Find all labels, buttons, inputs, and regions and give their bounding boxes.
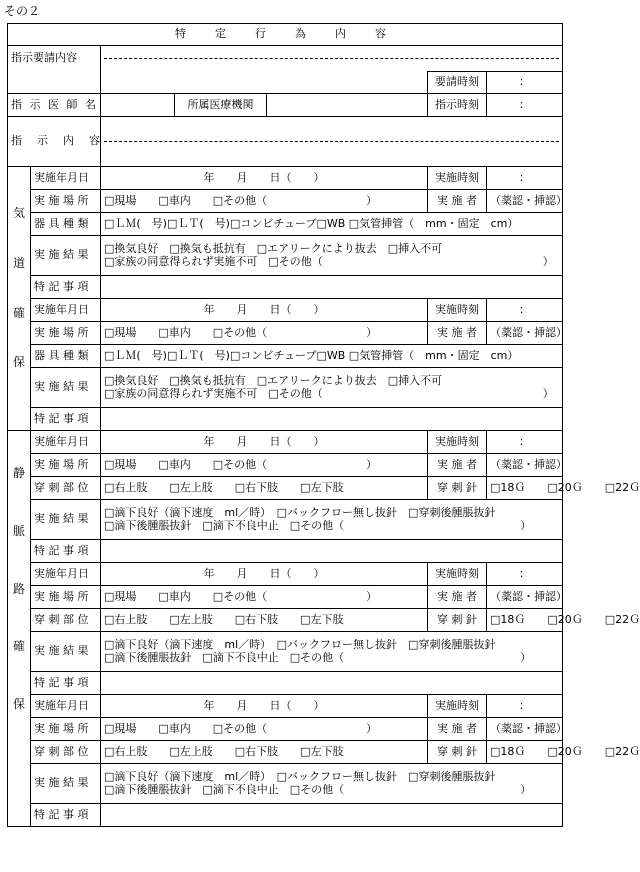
executor-label: 実 施 者 [428,322,487,345]
place-field[interactable]: □現場 □車内 □その他（ ） [101,322,428,345]
result-options-line2: □家族の同意得られず実施不可 □その他（ ） [104,254,554,268]
site-label: 穿 刺 部 位 [31,741,101,764]
date-label: 実施年月日 [31,563,101,586]
doctor-name-label: 指 示 医 師 名 [8,94,101,117]
site-label: 穿 刺 部 位 [31,477,101,500]
date-label: 実施年月日 [31,167,101,190]
needle-field[interactable]: □18Ｇ □20Ｇ □22Ｇ [487,609,563,632]
needle-label: 穿 刺 針 [428,477,487,500]
place-field[interactable]: □現場 □車内 □その他（ ） [101,454,428,477]
date-field[interactable]: 年 月 日（ ） [101,695,428,718]
instruction-request-field[interactable] [101,46,563,72]
result-options-line2: □滴下後腫脹抜針 □滴下不良中止 □その他（ ） [104,650,532,664]
site-field[interactable]: □右上肢 □左上肢 □右下肢 □左下肢 [101,741,428,764]
notes-label: 特 記 事 項 [31,408,101,431]
result-options-line1: □換気良好 □換気も抵抗有 □エアリークにより抜去 □挿入不可 [104,373,443,387]
specific-procedure-form [7,23,640,827]
iv-section-label: 静 脈 路 確 保 [8,431,31,827]
site-field[interactable]: □右上肢 □左上肢 □右下肢 □左下肢 [101,477,428,500]
instruction-request-label-cont [8,72,101,94]
airway-result-field[interactable] [101,236,563,276]
notes-field[interactable] [101,276,563,299]
executor-field[interactable]: （薬認・挿認） [487,718,563,741]
place-field[interactable]: □現場 □車内 □その他（ ） [101,718,428,741]
request-time-field[interactable]: ： [487,72,563,94]
executor-label: 実 施 者 [428,718,487,741]
dashed-line [104,58,559,59]
date-field[interactable]: 年 月 日（ ） [101,299,428,322]
instruction-content-field[interactable] [101,117,563,167]
notes-label: 特 記 事 項 [31,672,101,695]
doctor-name-field[interactable] [101,94,175,117]
place-field[interactable]: □現場 □車内 □その他（ ） [101,586,428,609]
exec-time-field[interactable]: ： [487,695,563,718]
notes-field[interactable] [101,672,563,695]
form-title: 特 定 行 為 内 容 [8,24,563,46]
notes-field[interactable] [101,540,563,563]
date-field[interactable]: 年 月 日（ ） [101,563,428,586]
site-field[interactable]: □右上肢 □左上肢 □右下肢 □左下肢 [101,609,428,632]
exec-time-field[interactable]: ： [487,431,563,454]
instruction-content-label: 指 示 内 容 [8,117,101,167]
instruction-time-field[interactable]: ： [487,94,563,117]
result-options-line1: □換気良好 □換気も抵抗有 □エアリークにより抜去 □挿入不可 [104,241,443,255]
executor-field[interactable]: （薬認・挿認） [487,586,563,609]
instruction-request-field-cont[interactable] [101,72,428,94]
iv-result-field[interactable] [101,764,563,804]
notes-label: 特 記 事 項 [31,804,101,827]
place-label: 実 施 場 所 [31,454,101,477]
needle-label: 穿 刺 針 [428,741,487,764]
exec-time-label: 実施時刻 [428,695,487,718]
device-field[interactable]: □ＬＭ( 号)□ＬＴ( 号)□コンビチューブ□WB □気管挿管（ mm・固定 cm） [101,213,563,236]
result-options-line2: □滴下後腫脹抜針 □滴下不良中止 □その他（ ） [104,518,532,532]
device-field[interactable]: □ＬＭ( 号)□ＬＴ( 号)□コンビチューブ□WB □気管挿管（ mm・固定 cm） [101,345,563,368]
instruction-time-label: 指示時刻 [428,94,487,117]
iv-result-field[interactable] [101,500,563,540]
place-field[interactable]: □現場 □車内 □その他（ ） [101,190,428,213]
result-label: 実 施 結 果 [31,632,101,672]
place-label: 実 施 場 所 [31,190,101,213]
exec-time-label: 実施時刻 [428,431,487,454]
needle-label: 穿 刺 針 [428,609,487,632]
result-label: 実 施 結 果 [31,500,101,540]
result-options-line1: □滴下良好（滴下速度 ml／時） □バックフロー無し抜針 □穿刺後腫脹抜針 [104,769,496,783]
exec-time-field[interactable]: ： [487,167,563,190]
airway-result-field[interactable] [101,368,563,408]
place-label: 実 施 場 所 [31,586,101,609]
place-label: 実 施 場 所 [31,322,101,345]
affiliation-label: 所属医療機関 [175,94,267,117]
result-options-line2: □家族の同意得られず実施不可 □その他（ ） [104,386,554,400]
needle-field[interactable]: □18Ｇ □20Ｇ □22Ｇ [487,741,563,764]
date-field[interactable]: 年 月 日（ ） [101,167,428,190]
exec-time-label: 実施時刻 [428,167,487,190]
notes-label: 特 記 事 項 [31,276,101,299]
date-label: 実施年月日 [31,431,101,454]
result-label: 実 施 結 果 [31,368,101,408]
place-label: 実 施 場 所 [31,718,101,741]
executor-field[interactable]: （薬認・挿認） [487,454,563,477]
request-time-label: 要請時刻 [428,72,487,94]
notes-field[interactable] [101,408,563,431]
exec-time-label: 実施時刻 [428,299,487,322]
result-label: 実 施 結 果 [31,236,101,276]
dashed-line [104,141,559,142]
result-options-line1: □滴下良好（滴下速度 ml／時） □バックフロー無し抜針 □穿刺後腫脹抜針 [104,637,496,651]
executor-label: 実 施 者 [428,190,487,213]
iv-result-field[interactable] [101,632,563,672]
date-label: 実施年月日 [31,695,101,718]
affiliation-field[interactable] [267,94,428,117]
notes-label: 特 記 事 項 [31,540,101,563]
date-field[interactable]: 年 月 日（ ） [101,431,428,454]
exec-time-field[interactable]: ： [487,299,563,322]
instruction-request-label: 指示要請内容 [8,46,101,72]
executor-label: 実 施 者 [428,454,487,477]
result-options-line2: □滴下後腫脹抜針 □滴下不良中止 □その他（ ） [104,782,532,796]
exec-time-field[interactable]: ： [487,563,563,586]
site-label: 穿 刺 部 位 [31,609,101,632]
page-number: その２ [4,4,41,18]
exec-time-label: 実施時刻 [428,563,487,586]
device-label: 器 具 種 類 [31,345,101,368]
executor-label: 実 施 者 [428,586,487,609]
notes-field[interactable] [101,804,563,827]
result-options-line1: □滴下良好（滴下速度 ml／時） □バックフロー無し抜針 □穿刺後腫脹抜針 [104,505,496,519]
result-label: 実 施 結 果 [31,764,101,804]
needle-field[interactable]: □18Ｇ □20Ｇ □22Ｇ [487,477,563,500]
executor-field[interactable]: （薬認・挿認） [487,190,563,213]
date-label: 実施年月日 [31,299,101,322]
device-label: 器 具 種 類 [31,213,101,236]
executor-field[interactable]: （薬認・挿認） [487,322,563,345]
airway-section-label: 気 道 確 保 [8,167,31,431]
